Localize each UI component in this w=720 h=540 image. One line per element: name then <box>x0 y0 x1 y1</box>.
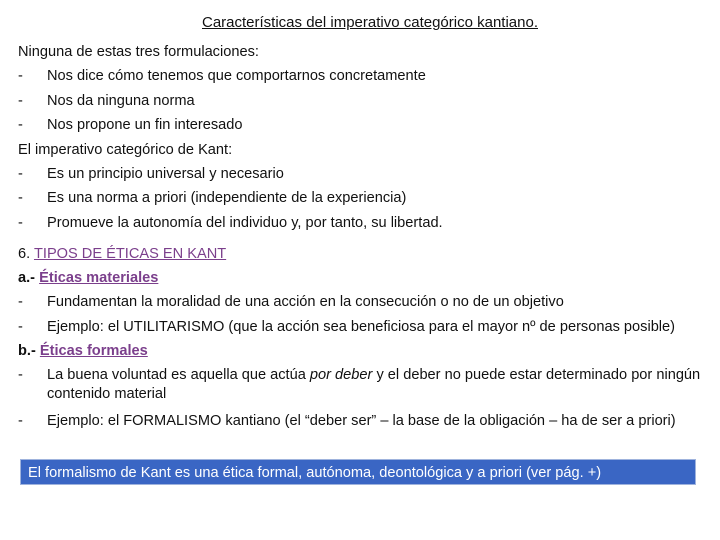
intro-text: Ninguna de estas tres formulaciones: <box>18 44 259 60</box>
section-formulations <box>18 40 718 235</box>
list-item: - Ejemplo: el UTILITARISMO (que la acción sea beneficiosa para el mayor nº de personas posible) <box>18 318 676 335</box>
list-item: - Nos da ninguna norma <box>18 92 195 109</box>
list-item: - Promueve la autonomía del individuo y, por tanto, su libertad. <box>18 214 443 231</box>
section-ethics-types <box>18 242 718 433</box>
list-item: - La buena voluntad es aquella que actúa por deber y el deber no puede estar determinado por ningún contenido material <box>18 366 701 402</box>
heading-link: TIPOS DE ÉTICAS EN KANT <box>33 246 227 262</box>
list-item: - Nos propone un fin interesado <box>18 117 243 134</box>
list-item: - Nos dice cómo tenemos que comportarnos concretamente <box>18 68 426 85</box>
section-heading: 6. TIPOS DE ÉTICAS EN KANT <box>18 246 227 262</box>
list-item: - Es una norma a priori (independiente de la experiencia) <box>18 190 407 207</box>
intro-text: El imperativo categórico de Kant: <box>18 141 233 158</box>
list-item: - Ejemplo: el FORMALISMO kantiano (el “deber ser” – la base de la obligación – ha de ser a priori) <box>18 412 676 429</box>
summary-box: El formalismo de Kant es una ética formal, autónoma, deontológica y a priori (ver pág. +) <box>20 459 696 485</box>
list-item: - Es un principio universal y necesario <box>18 165 284 182</box>
subheading-formal: b.- Éticas formales <box>18 342 148 359</box>
subheading-material: a.- Éticas materiales <box>18 270 159 287</box>
list-item: - Fundamentan la moralidad de una acción en la consecución o no de un objetivo <box>18 294 564 311</box>
page-title: Características del imperativo categórico kantiano. <box>202 14 538 31</box>
